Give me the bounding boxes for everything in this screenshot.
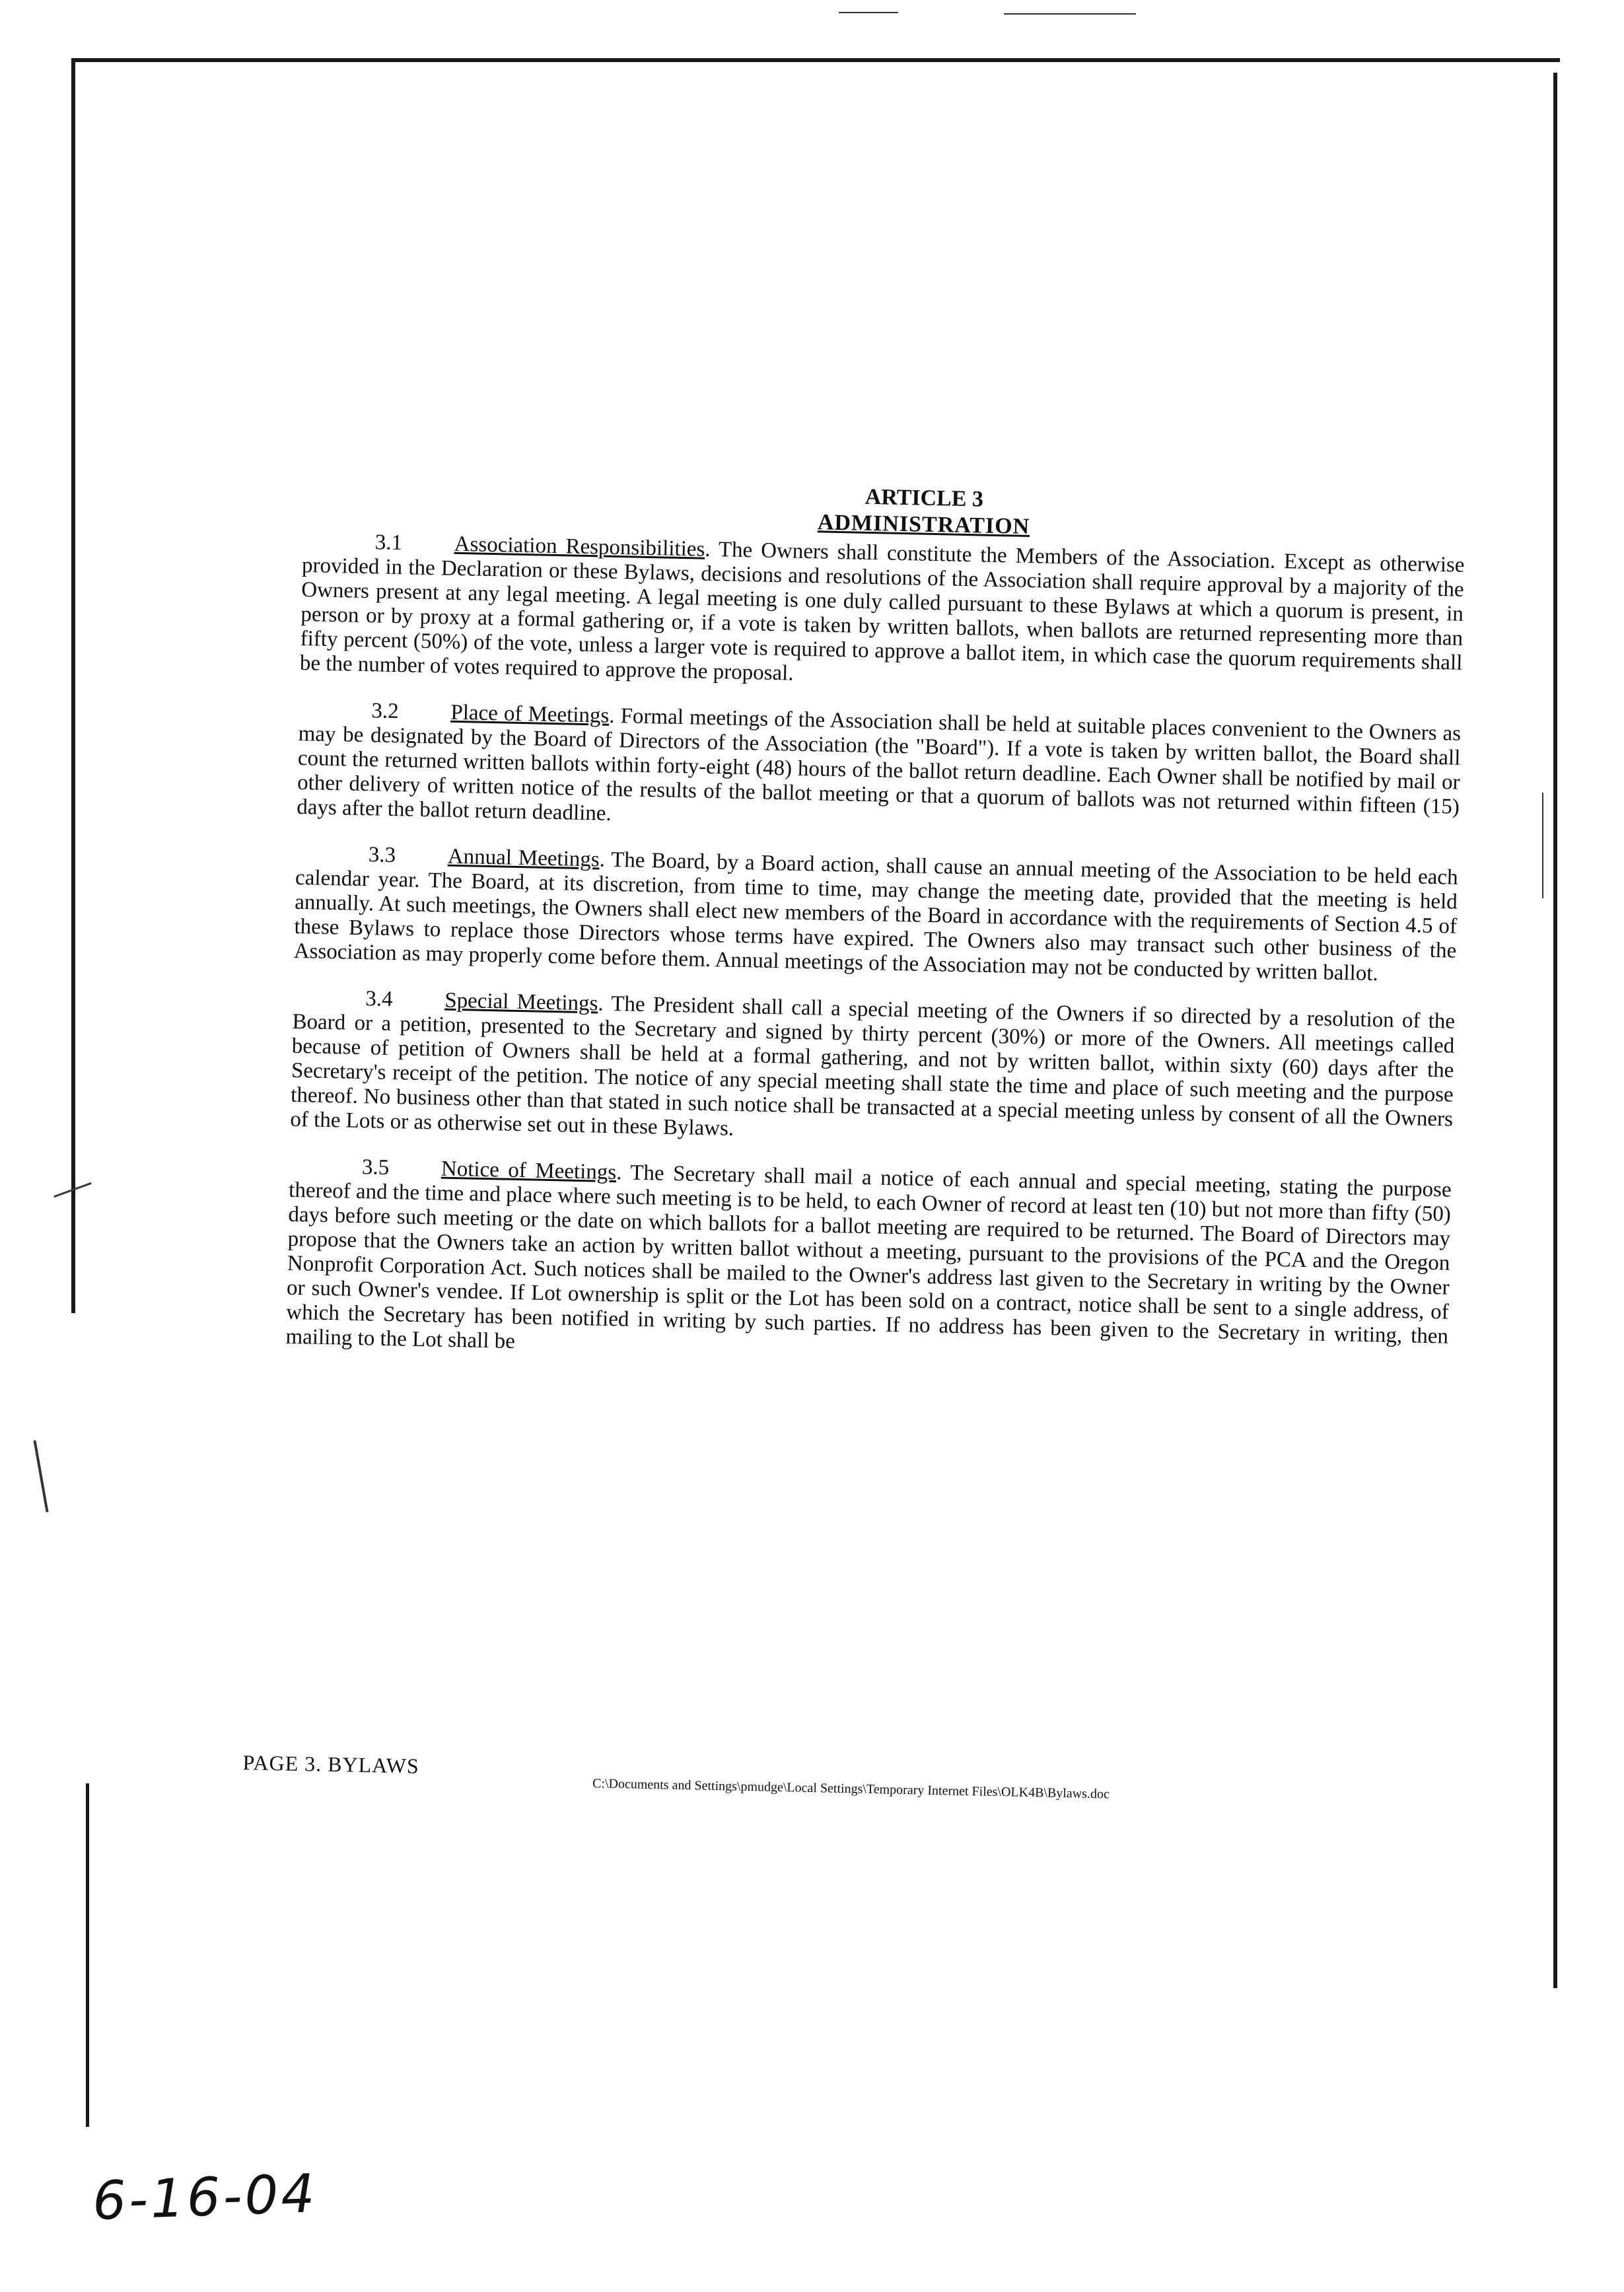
section-number: 3.4 bbox=[365, 987, 393, 1011]
scan-mark bbox=[1004, 13, 1136, 15]
section-title: Special Meetings bbox=[444, 988, 598, 1016]
section-body: . The Board, by a Board action, shall cause an annual meeting of the Association to be held each calendar year. The Board, at its discretion, from time to time, may change the meeting date, provided that the meeting is held annually. At such meetings, the Owners shall elect new members of the Board in accordance with the requirements of Section 4.5 of these Bylaws to replace those Directors whose terms have expired. The Owners also may transact such other business of the Association as may properly come before them. Annual meetings of the Association may not be conducted by written ballot. bbox=[293, 847, 1458, 986]
section-number: 3.3 bbox=[368, 843, 396, 868]
section-title: Place of Meetings bbox=[450, 700, 610, 728]
page-footer bbox=[242, 1750, 1365, 1802]
section-title: Annual Meetings bbox=[447, 844, 600, 872]
section-3-4 bbox=[290, 985, 1455, 1157]
section-title: Notice of Meetings bbox=[441, 1157, 617, 1185]
document-body bbox=[285, 472, 1465, 1396]
article-number: ARTICLE 3 bbox=[865, 484, 984, 512]
footer-page-label: PAGE 3. BYLAWS bbox=[242, 1750, 420, 1778]
section-3-2 bbox=[297, 698, 1461, 844]
section-body: . Formal meetings of the Association shall be held at suitable places convenient to the Owners as may be designated by the Board of Directors of the Association (the "Board"). If a vote is taken by written ballot, the Board shall count the returned written ballots within forty-eight (48) hours of the ballot return deadline. Each Owner shall be notified by mail or other delivery of written notice of the results of the ballot meeting or that a quorum of ballots was not returned within fifteen (15) days after the ballot return deadline. bbox=[297, 703, 1462, 826]
section-3-3 bbox=[293, 842, 1458, 988]
section-title: Association Responsibilities bbox=[454, 532, 705, 561]
section-number: 3.2 bbox=[371, 699, 400, 724]
section-3-1 bbox=[300, 529, 1465, 700]
scan-frame-left-lower bbox=[86, 1783, 89, 2127]
footer-file-path: C:\Documents and Settings\pmudge\Local Settings\Temporary Internet Files\OLK4B\Bylaws.doc bbox=[592, 1776, 1110, 1802]
scan-frame-right bbox=[1553, 73, 1557, 1988]
section-number: 3.1 bbox=[374, 530, 403, 555]
scan-frame-left bbox=[71, 58, 75, 1313]
handwritten-date: 6-16-04 bbox=[91, 2163, 318, 2232]
section-body: . The President shall call a special meeting of the Owners if so directed by a resolution of the Board or a petition, presented to the Secretary and signed by thirty percent (30%) or more of the Owners. All meetings called because of petition of Owners shall be held at a formal gathering, and not by written ballot, within sixty (60) days after the Secretary's receipt of the petition. The notice of any special meeting shall state the time and place of such meeting and the purpose thereof. No business other than that stated in such notice shall be transacted at a special meeting unless by consent of all the Owners of the Lots or as otherwise set out in these Bylaws. bbox=[290, 991, 1456, 1141]
section-number: 3.5 bbox=[361, 1155, 390, 1180]
scan-mark bbox=[839, 12, 898, 13]
scan-mark bbox=[1542, 793, 1543, 898]
scan-frame-top bbox=[71, 58, 1560, 62]
article-title: ADMINISTRATION bbox=[817, 510, 1030, 540]
scan-mark bbox=[33, 1440, 48, 1512]
section-body: . The Secretary shall mail a notice of each annual and special meeting, stating the purpose thereof and the time and place where such meeting is to be held, to each Owner of record at least ten (10) but not more than fifty (50) days before such meeting or the date on which ballots for a ballot meeting are required to be returned. The Board of Directors may propose that the Owners take an action by written ballot without a meeting, pursuant to the provisions of the PCA and the Oregon Nonprofit Corporation Act. Such notices shall be mailed to the Owner's address last given to the Secretary in writing by the Owner or such Owner's vendee. If Lot ownership is split or the Lot has been sold on a contract, notice shall be sent to a single address, of which the Secretary has been notified in writing by such parties. If no address has been given to the Secretary in writing, then mailing to the Lot shall be bbox=[285, 1161, 1452, 1353]
section-body: . The Owners shall constitute the Members of the Association. Except as otherwise provided in the Declaration or these Bylaws, decisions and resolutions of the Association shall require approval by a majority of the Owners present at any legal meeting. A legal meeting is one duly called pursuant to these Bylaws at which a quorum is present, in person or by proxy at a formal gathering or, if a vote is taken by written ballots, when ballots are returned representing more than fifty percent (50%) of the vote, unless a larger vote is required to approve a ballot item, in which case the quorum requirements shall be the number of votes required to approve the proposal. bbox=[299, 537, 1465, 686]
section-3-5 bbox=[285, 1154, 1452, 1374]
